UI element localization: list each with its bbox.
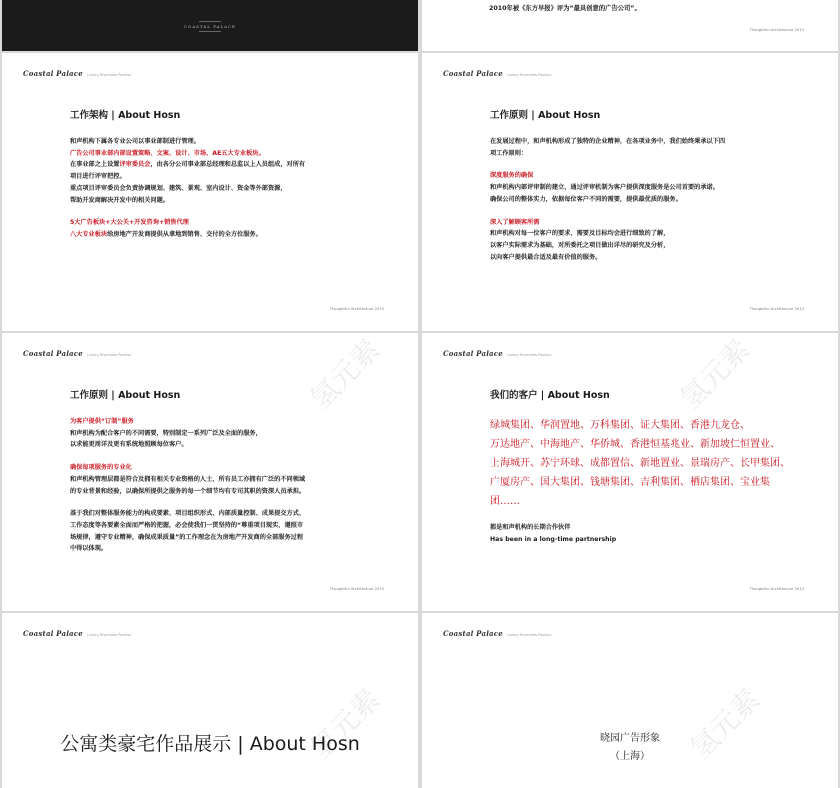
slide-title: 工作原则 | About Hosn [490,110,601,121]
watermark: 氢元素 [673,333,757,416]
coastal-palace-logo: COASTAL PALACE [2,21,418,32]
slide-body: 在发展过程中，和声机构形成了独特的企业精神，在各项业务中，我们始终秉承以下四 项工作原则： 深度服务的确保 和声机构内部评审制的建立，通过评审机制为客户提供深度服务是公司首要的承诺。 确保公司的整体实力，依据每位客户不同的需要，提供最优质的服务。 深入了解顾客所需 和声机构对每一位客户的要求、需要及目标均会进行细致的了解， 以客户实际需求为基础，对所委托之项目做出详尽的研究及分析， 以向客户提供最合适及最有价值的服务。 [490,138,726,261]
coastal-palace-logo: Coastal Palace Luxury Riverview Pavilion [443,349,552,358]
award-text: 2010年被《东方早报》评为“最具创意的广告公司”。 [489,5,641,12]
slide-thumbnail-structure[interactable] [2,53,418,331]
footer-mark: Thoughtful Architecture 2013 [329,307,384,311]
slide-title: 工作架构 | About Hosn [70,110,181,121]
slide-body: 为客户提供“订制”服务 和声机构为配合客户的不同需要，特别制定一系列广泛及全面的服务， 以求能更周详及更有系统地照顾每位客户。 确保每项服务的专业化 和声机构管理层都是符合及拥有相关专业资格的人士，所有员工亦拥有广泛的不同领域 的专业背景和经验，以确保所提供之服务的每一个细节均有专司其职的资深人员承担。 基于我们对整体服务能力的构成要素、项目组织形式、内部质量控制、成果提交方式、 工作态度等各要素全面而严格的把握，必会使我们一贯坚持的“尊重项目现实，遵照市 场规律，遵守专业精神，确保成果质量”的工作理念在为房地产开发商的全部服务过程 中得以体现。 [70,418,306,553]
section-subtitle: （上海） [610,751,650,762]
footer-mark: Thoughtful Architecture 2013 [749,307,804,311]
slide-thumbnail-clients[interactable] [422,333,838,611]
slide-thumbnail-cover[interactable] [2,0,418,51]
section-title: 晓园广告形象 [600,733,660,744]
watermark: 氢元素 [683,682,767,766]
slide-body: 和声机构下属各专业公司以事业部制进行管理。 广告公司事业部内部设置策略、文案、设计、市场、AE五大专业板块。 在事业部之上设置评审委员会，由各分公司事业部总经理和总监以上人员组成，对所有 项目进行评审把控。 重点项目评审委员会负责协调规划、建筑、景观、室内设计、资金等外部资源， 帮助开发商解决开发中的相关问题。 5大广告板块+大公关+开发咨询+销售代理 八大专业板块给房地产开发商提供从拿地到销售、交付的全方位服务。 [70,138,306,238]
footer-mark: Thoughtful Architecture 2013 [329,587,384,591]
slide-thumbnail-award[interactable] [422,0,838,51]
footer-mark: Thoughtful Architecture 2013 [749,587,804,591]
coastal-palace-logo: Coastal Palace Luxury Riverview Pavilion [443,69,552,78]
slide-thumbnail-principle-2[interactable] [2,333,418,611]
slide-thumbnail-apartments[interactable] [2,613,418,788]
coastal-palace-logo: Coastal Palace Luxury Riverview Pavilion [443,629,552,638]
watermark: 氢元素 [303,682,387,766]
watermark: 氢元素 [303,333,387,416]
footer-mark: Thoughtful Architecture 2013 [749,28,804,32]
section-title: 公寓类豪宅作品展示 | About Hosn [60,733,360,755]
slide-title: 工作原则 | About Hosn [70,390,181,401]
client-list: 绿城集团、华润置地、万科集团、证大集团、香港九龙仓、 万达地产、中海地产、华侨城、香港恒基兆业、新加坡仁恒置业、 上海城开、苏宁环球、成都置信、新地置业、景瑞房产、长甲集团、 广厦房产、国大集团、钱塘集团、吉利集团、栖店集团、宝业集 团…… [490,420,790,507]
coastal-palace-logo: Coastal Palace Luxury Riverview Pavilion [23,629,132,638]
coastal-palace-logo: Coastal Palace Luxury Riverview Pavilion [23,349,132,358]
slide-thumbnail-principle-1[interactable] [422,53,838,331]
slide-title: 我们的客户 | About Hosn [490,390,610,401]
coastal-palace-logo: Coastal Palace Luxury Riverview Pavilion [23,69,132,78]
slide-thumbnail-xiaoyuan[interactable] [422,613,838,788]
partner-note: 都是和声机构的长期合作伙伴 Has been in a long-time partnership [490,524,617,543]
